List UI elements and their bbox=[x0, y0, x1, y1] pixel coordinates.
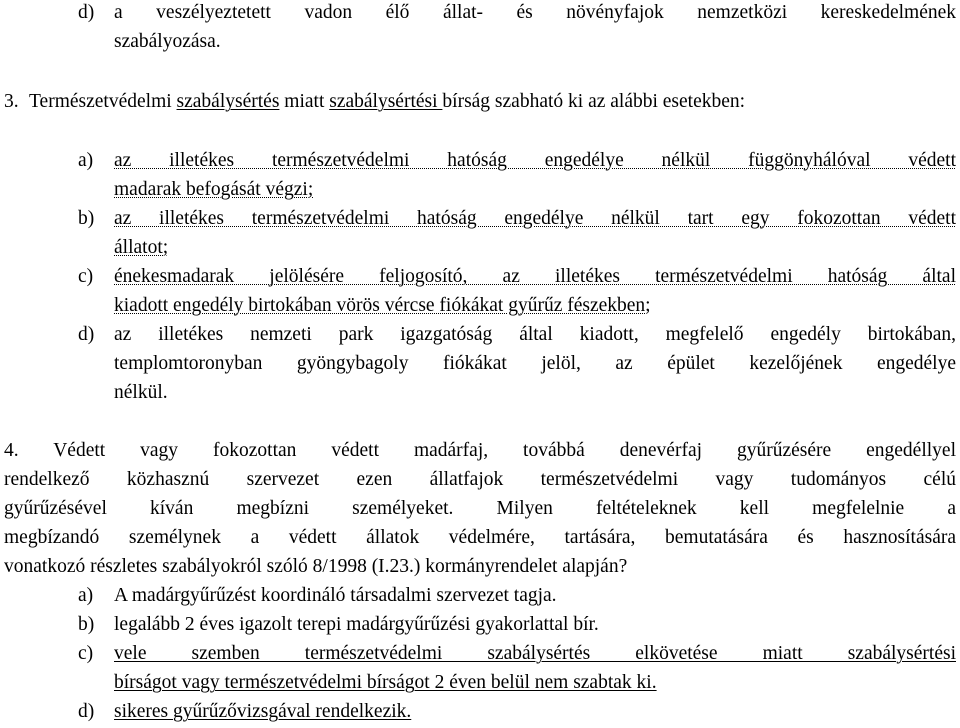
paragraph-line: vonatkozó részletes szabályokról szóló 8/1998 (I.23.) kormányrendelet alapján? bbox=[4, 556, 628, 577]
item-label: d) bbox=[78, 2, 95, 23]
paragraph-line: rendelkező közhasznú szervezet ezen állatfajok természetvédelmi vagy tudományos célú bbox=[4, 469, 956, 490]
item-label: c) bbox=[78, 266, 94, 287]
paragraph-line: megbízandó személynek a védett állatok védelmére, tartására, bemutatására és hasznosítására bbox=[4, 527, 956, 548]
item-label: d) bbox=[78, 701, 95, 722]
item-text: bírságot vagy természetvédelmi bírságot 2 éven belül nem szabtak ki. bbox=[114, 672, 657, 693]
item-text: madarak befogását végzi; bbox=[114, 179, 314, 200]
item-text: nélkül. bbox=[114, 382, 168, 403]
item-label: c) bbox=[78, 643, 94, 664]
section-heading: 3. Természetvédelmi szabálysértés miatt szabálysértési bírság szabható ki az alábbi esetekben: bbox=[4, 91, 746, 112]
item-text: szabályozása. bbox=[114, 31, 221, 52]
item-label: a) bbox=[78, 150, 94, 171]
item-text: vele szemben természetvédelmi szabálysértés elkövetése miatt szabálysértési bbox=[114, 643, 956, 664]
item-label: b) bbox=[78, 614, 95, 635]
section-number: 3. bbox=[4, 91, 19, 112]
item-text: a veszélyeztetett vadon élő állat- és növényfajok nemzetközi kereskedelmének bbox=[114, 2, 956, 23]
item-text: az illetékes nemzeti park igazgatóság által kiadott, megfelelő engedély birtokában, bbox=[114, 324, 956, 345]
item-text: állatot; bbox=[114, 237, 169, 258]
item-text: templomtoronyban gyöngybagoly fiókákat jelöl, az épület kezelőjének engedélye bbox=[114, 353, 956, 374]
item-label: d) bbox=[78, 324, 95, 345]
item-text: kiadott engedély birtokában vörös vércse fiókákat gyűrűz fészekben; bbox=[114, 295, 651, 316]
item-label: b) bbox=[78, 208, 95, 229]
item-text: A madárgyűrűzést koordináló társadalmi szervezet tagja. bbox=[114, 585, 557, 606]
paragraph-line: 4. Védett vagy fokozottan védett madárfaj, továbbá denevérfaj gyűrűzésére engedéllyel bbox=[4, 440, 956, 461]
item-text: legalább 2 éves igazolt terepi madárgyűrűzési gyakorlattal bír. bbox=[114, 614, 599, 635]
paragraph-line: gyűrűzésével kíván megbízni személyeket. Milyen feltételeknek kell megfelelnie a bbox=[4, 498, 956, 519]
item-label: a) bbox=[78, 585, 94, 606]
item-text: az illetékes természetvédelmi hatóság engedélye nélkül tart egy fokozottan védett bbox=[114, 208, 956, 229]
item-text: az illetékes természetvédelmi hatóság engedélye nélkül függönyhálóval védett bbox=[114, 150, 956, 171]
item-text: sikeres gyűrűzővizsgával rendelkezik. bbox=[114, 701, 412, 722]
item-text: énekesmadarak jelölésére feljogosító, az illetékes természetvédelmi hatóság által bbox=[114, 266, 956, 287]
